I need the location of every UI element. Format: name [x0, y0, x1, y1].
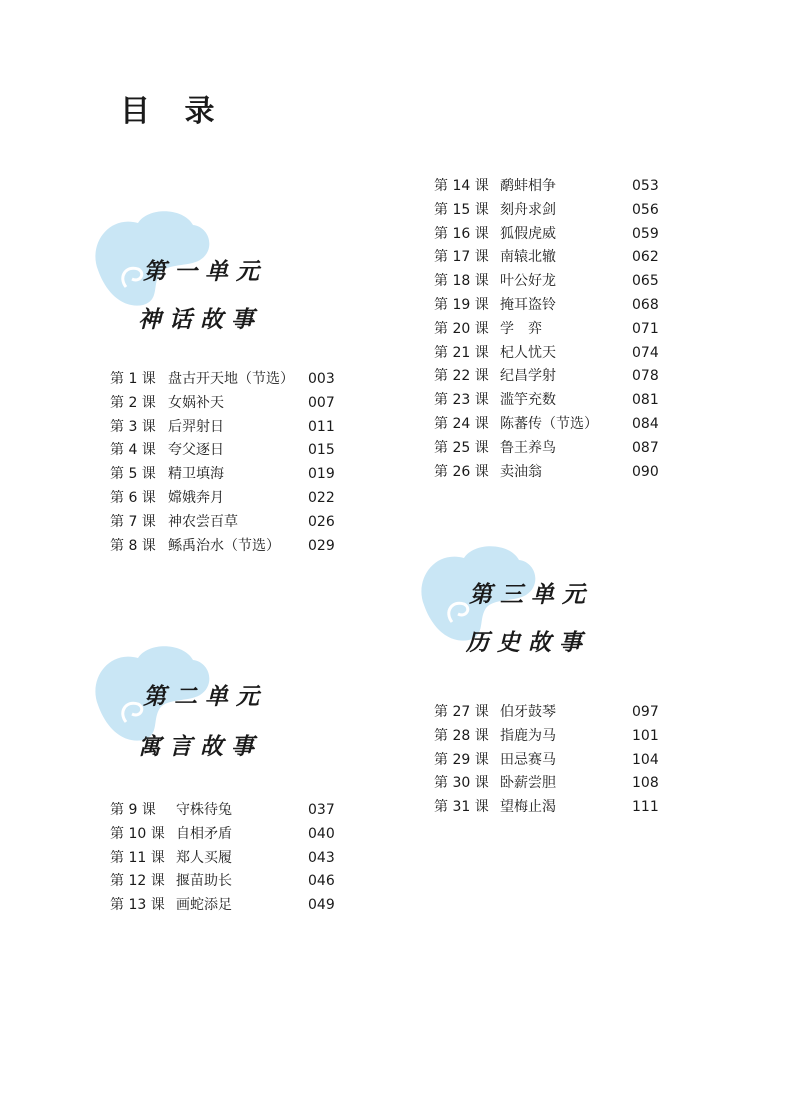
lesson-title: 望梅止渴: [500, 799, 556, 816]
lesson-number: 第 25 课: [434, 439, 489, 456]
lesson-title: 自相矛盾: [176, 825, 232, 842]
toc-row[interactable]: [110, 439, 350, 463]
lesson-number: 第 6 课: [110, 489, 156, 506]
lesson-number: 第 20 课: [434, 320, 489, 337]
toc-list-unit1: [110, 368, 350, 558]
toc-row[interactable]: [434, 175, 674, 199]
lesson-number: 第 21 课: [434, 344, 489, 361]
toc-row[interactable]: [110, 799, 350, 823]
page-number: 068: [632, 296, 659, 313]
page-number: 037: [308, 802, 335, 818]
unit-header-2: [88, 640, 308, 790]
page-number: 104: [632, 751, 659, 768]
page-number: 059: [632, 225, 659, 242]
lesson-number: 第 29 课: [434, 751, 489, 768]
lesson-number: 第 7 课: [110, 513, 156, 530]
toc-row[interactable]: [434, 749, 674, 773]
lesson-number: 第 12 课: [110, 873, 165, 890]
lesson-number: 第 23 课: [434, 392, 489, 409]
toc-row[interactable]: [434, 461, 674, 485]
lesson-number: 第 10 课: [110, 825, 165, 842]
lesson-number: 第 9 课: [110, 802, 156, 818]
lesson-title: 南辕北辙: [500, 249, 556, 266]
page-number: 111: [632, 799, 659, 816]
page-number: 029: [308, 537, 335, 554]
page-number: 022: [308, 489, 335, 506]
unit-name: 寓言故事: [138, 733, 262, 760]
lesson-title: 田忌赛马: [500, 751, 556, 768]
page-number: 011: [308, 418, 335, 435]
toc-row[interactable]: [110, 511, 350, 535]
toc-row[interactable]: [434, 701, 674, 725]
unit-number: 第二单元: [143, 683, 267, 710]
lesson-number: 第 16 课: [434, 225, 489, 242]
lesson-number: 第 8 课: [110, 537, 156, 554]
toc-row[interactable]: [110, 463, 350, 487]
toc-row[interactable]: [434, 772, 674, 796]
page-number: 043: [308, 849, 335, 866]
page-number: 087: [632, 439, 659, 456]
toc-row[interactable]: [110, 392, 350, 416]
lesson-title: 后羿射日: [168, 418, 224, 435]
lesson-number: 第 19 课: [434, 296, 489, 313]
lesson-title: 神农尝百草: [168, 513, 238, 530]
toc-row[interactable]: [110, 416, 350, 440]
toc-row[interactable]: [434, 318, 674, 342]
page-number: 026: [308, 513, 335, 530]
page-number: 040: [308, 825, 335, 842]
page-number: 019: [308, 466, 335, 483]
toc-row[interactable]: [110, 894, 350, 918]
toc-row[interactable]: [434, 270, 674, 294]
lesson-number: 第 18 课: [434, 273, 489, 290]
lesson-title: 滥竽充数: [500, 392, 556, 409]
lesson-title: 鹬蚌相争: [500, 178, 556, 194]
lesson-title: 精卫填海: [168, 466, 224, 483]
page-number: 101: [632, 727, 659, 744]
page-title: 目 录: [120, 94, 227, 129]
lesson-number: 第 24 课: [434, 415, 489, 432]
lesson-title: 揠苗助长: [176, 873, 232, 890]
page-number: 078: [632, 368, 659, 385]
lesson-title: 伯牙鼓琴: [500, 704, 556, 720]
toc-row[interactable]: [110, 823, 350, 847]
page-number: 049: [308, 897, 335, 914]
toc-list-unit2b: [434, 175, 674, 484]
unit-number: 第一单元: [143, 258, 267, 285]
lesson-title: 杞人忧天: [500, 344, 556, 361]
unit-name: 历史故事: [466, 629, 590, 656]
lesson-title: 嫦娥奔月: [168, 489, 224, 506]
page-number: 056: [632, 201, 659, 218]
page-number: 084: [632, 415, 659, 432]
page-number: 015: [308, 442, 335, 459]
page-number: 007: [308, 394, 335, 411]
lesson-title: 叶公好龙: [500, 273, 556, 290]
page-number: 090: [632, 463, 659, 480]
page-number: 074: [632, 344, 659, 361]
lesson-title: 狐假虎威: [500, 225, 556, 242]
toc-row[interactable]: [434, 365, 674, 389]
lesson-number: 第 15 课: [434, 201, 489, 218]
toc-row[interactable]: [434, 294, 674, 318]
lesson-number: 第 31 课: [434, 799, 489, 816]
lesson-title: 鲧禹治水（节选）: [168, 537, 280, 554]
unit-header-1: [88, 205, 308, 355]
lesson-number: 第 26 课: [434, 463, 489, 480]
lesson-title: 画蛇添足: [176, 897, 232, 914]
toc-row[interactable]: [434, 389, 674, 413]
toc-row[interactable]: [434, 246, 674, 270]
page-number: 065: [632, 273, 659, 290]
toc-row[interactable]: [434, 725, 674, 749]
toc-row[interactable]: [110, 368, 350, 392]
toc-row[interactable]: [434, 437, 674, 461]
lesson-title: 刻舟求剑: [500, 201, 556, 218]
page-number: 108: [632, 775, 659, 792]
lesson-title: 守株待兔: [176, 802, 232, 818]
lesson-title: 掩耳盗铃: [500, 296, 556, 313]
lesson-number: 第 11 课: [110, 849, 165, 866]
toc-row[interactable]: [110, 487, 350, 511]
page-number: 097: [632, 704, 659, 720]
lesson-title: 纪昌学射: [500, 368, 556, 385]
lesson-number: 第 28 课: [434, 727, 489, 744]
page-number: 081: [632, 392, 659, 409]
toc-row[interactable]: [434, 199, 674, 223]
lesson-title: 鲁王养鸟: [500, 439, 556, 456]
page-number: 046: [308, 873, 335, 890]
lesson-title: 陈蕃传（节选）: [500, 415, 598, 432]
lesson-number: 第 4 课: [110, 442, 156, 459]
page-number: 003: [308, 371, 335, 387]
page-number: 062: [632, 249, 659, 266]
toc-row[interactable]: [110, 847, 350, 871]
toc-row[interactable]: [110, 870, 350, 894]
lesson-title: 指鹿为马: [500, 727, 556, 744]
lesson-title: 郑人买履: [176, 849, 232, 866]
toc-list-unit2a: [110, 799, 350, 918]
unit-name: 神话故事: [138, 306, 262, 333]
toc-row[interactable]: [434, 413, 674, 437]
toc-list-unit3: [434, 701, 674, 820]
lesson-number: 第 27 课: [434, 704, 489, 720]
unit-number: 第三单元: [469, 581, 593, 608]
page-number: 053: [632, 178, 659, 194]
lesson-title: 盘古开天地（节选）: [168, 371, 294, 387]
lesson-number: 第 1 课: [110, 371, 156, 387]
lesson-title: 卖油翁: [500, 463, 542, 480]
lesson-number: 第 22 课: [434, 368, 489, 385]
lesson-title: 学 弈: [500, 320, 542, 337]
lesson-number: 第 14 课: [434, 178, 489, 194]
lesson-number: 第 5 课: [110, 466, 156, 483]
lesson-number: 第 30 课: [434, 775, 489, 792]
lesson-title: 女娲补天: [168, 394, 224, 411]
toc-row[interactable]: [434, 796, 674, 820]
toc-row[interactable]: [110, 535, 350, 559]
unit-header-3: [414, 540, 634, 690]
lesson-number: 第 17 课: [434, 249, 489, 266]
toc-row[interactable]: [434, 342, 674, 366]
page-number: 071: [632, 320, 659, 337]
lesson-number: 第 3 课: [110, 418, 156, 435]
lesson-number: 第 2 课: [110, 394, 156, 411]
lesson-number: 第 13 课: [110, 897, 165, 914]
lesson-title: 卧薪尝胆: [500, 775, 556, 792]
lesson-title: 夸父逐日: [168, 442, 224, 459]
toc-row[interactable]: [434, 223, 674, 247]
